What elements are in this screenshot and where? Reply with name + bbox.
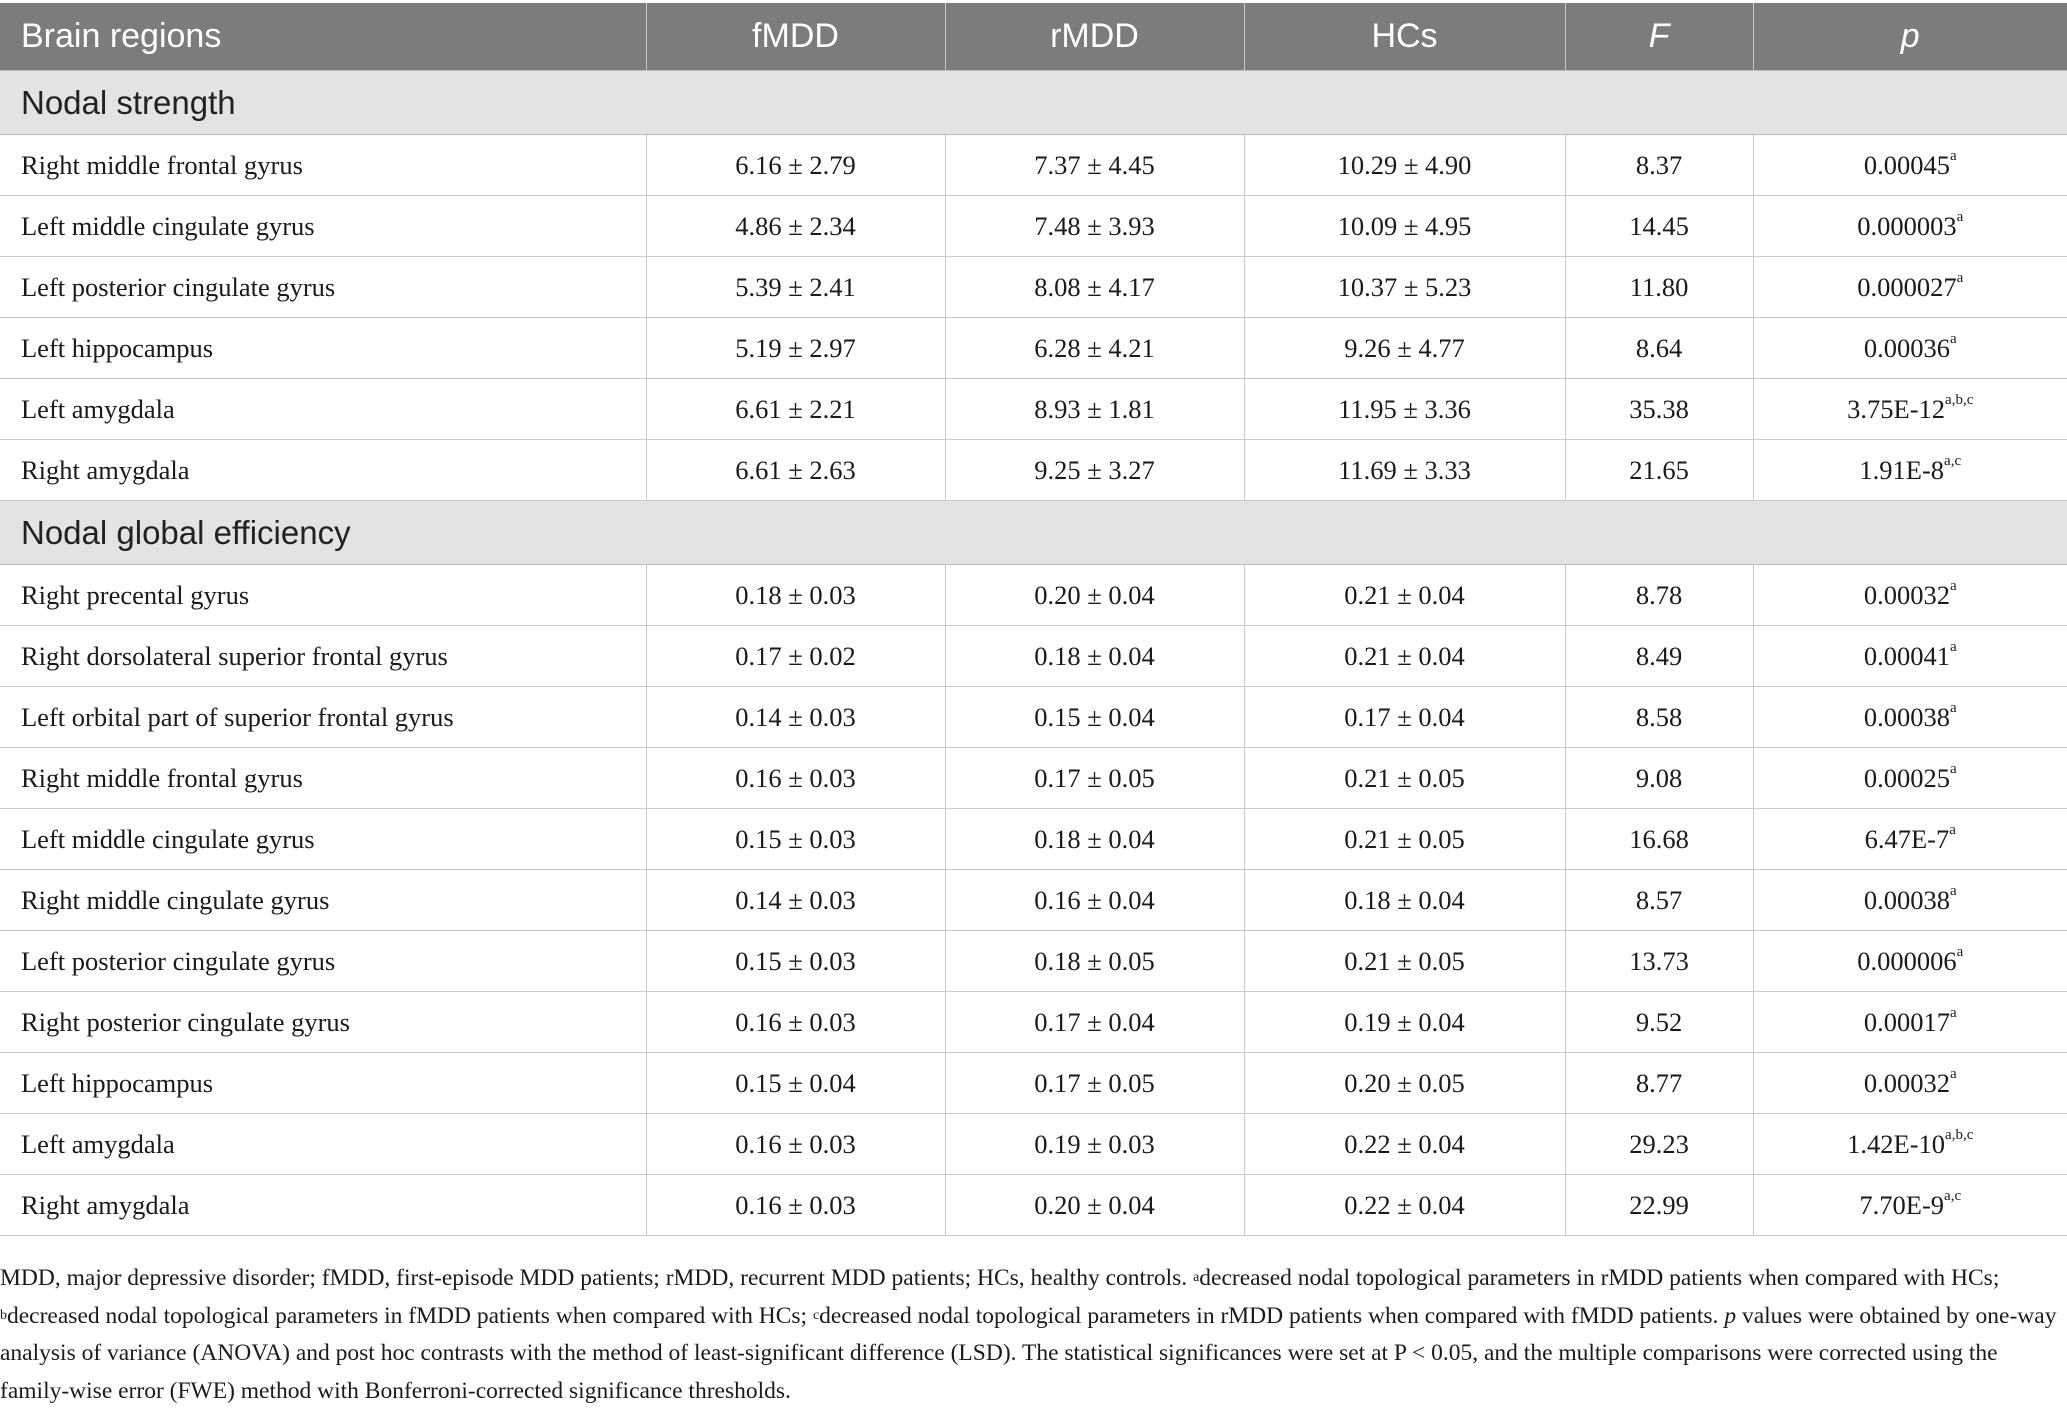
table-row	[0, 318, 2067, 379]
p-value-text: 0.00036	[1863, 332, 1950, 363]
cell-hcs: 10.29 ± 4.90	[1244, 135, 1565, 196]
table-row	[0, 931, 2067, 992]
cell-fmdd: 0.16 ± 0.03	[646, 1175, 945, 1236]
p-value-text: 0.000027	[1857, 271, 1957, 302]
p-value-text: 0.00045	[1863, 149, 1950, 180]
cell-rmdd: 0.20 ± 0.04	[945, 1175, 1244, 1236]
cell-fmdd: 0.15 ± 0.03	[646, 931, 945, 992]
cell-rmdd: 0.17 ± 0.05	[945, 1053, 1244, 1114]
cell-hcs: 0.17 ± 0.04	[1244, 687, 1565, 748]
table-row	[0, 748, 2067, 809]
cell-fmdd: 6.16 ± 2.79	[646, 135, 945, 196]
cell-hcs: 0.22 ± 0.04	[1244, 1114, 1565, 1175]
p-value-text: 0.00032	[1863, 579, 1950, 610]
table-row	[0, 379, 2067, 440]
cell-p-value	[1753, 870, 2067, 931]
cell-f-value: 11.80	[1565, 257, 1753, 318]
cell-fmdd: 6.61 ± 2.21	[646, 379, 945, 440]
cell-hcs: 0.21 ± 0.04	[1244, 565, 1565, 626]
cell-f-value: 8.49	[1565, 626, 1753, 687]
cell-rmdd: 0.17 ± 0.05	[945, 748, 1244, 809]
significance-marker: a	[1949, 577, 1957, 594]
cell-p-value	[1753, 1175, 2067, 1236]
cell-brain-region: Right amygdala	[0, 440, 646, 501]
cell-brain-region: Left amygdala	[0, 1114, 646, 1175]
cell-rmdd: 8.93 ± 1.81	[945, 379, 1244, 440]
table-row	[0, 257, 2067, 318]
cell-f-value: 8.57	[1565, 870, 1753, 931]
significance-marker: a	[1949, 760, 1957, 777]
cell-hcs: 10.09 ± 4.95	[1244, 196, 1565, 257]
cell-rmdd: 0.18 ± 0.05	[945, 931, 1244, 992]
significance-marker: a	[1949, 1004, 1957, 1021]
p-value-text: 0.00038	[1863, 701, 1950, 732]
cell-brain-region: Right middle frontal gyrus	[0, 748, 646, 809]
cell-rmdd: 0.17 ± 0.04	[945, 992, 1244, 1053]
cell-hcs: 0.22 ± 0.04	[1244, 1175, 1565, 1236]
p-value-text: 7.70E-9	[1859, 1189, 1945, 1220]
cell-brain-region: Right precental gyrus	[0, 565, 646, 626]
cell-fmdd: 0.14 ± 0.03	[646, 870, 945, 931]
cell-f-value: 8.58	[1565, 687, 1753, 748]
cell-brain-region: Right dorsolateral superior frontal gyrus	[0, 626, 646, 687]
p-value-text: 0.00032	[1863, 1067, 1950, 1098]
table-row	[0, 196, 2067, 257]
cell-f-value: 8.77	[1565, 1053, 1753, 1114]
p-value-text: 0.00025	[1863, 762, 1950, 793]
cell-p-value	[1753, 1114, 2067, 1175]
cell-brain-region: Left posterior cingulate gyrus	[0, 257, 646, 318]
cell-hcs: 0.21 ± 0.05	[1244, 748, 1565, 809]
header-hcs: HCs	[1244, 3, 1565, 71]
cell-rmdd: 6.28 ± 4.21	[945, 318, 1244, 379]
cell-rmdd: 0.18 ± 0.04	[945, 809, 1244, 870]
cell-fmdd: 0.16 ± 0.03	[646, 1114, 945, 1175]
results-table	[0, 3, 2067, 1236]
cell-rmdd: 7.48 ± 3.93	[945, 196, 1244, 257]
cell-hcs: 0.19 ± 0.04	[1244, 992, 1565, 1053]
significance-marker: a	[1949, 699, 1957, 716]
header-row	[0, 3, 2067, 71]
significance-marker: a	[1956, 943, 1964, 960]
table-row	[0, 687, 2067, 748]
p-value-text: 6.47E-7	[1864, 823, 1950, 854]
cell-hcs: 0.18 ± 0.04	[1244, 870, 1565, 931]
cell-fmdd: 0.16 ± 0.03	[646, 748, 945, 809]
cell-f-value: 13.73	[1565, 931, 1753, 992]
cell-brain-region: Left middle cingulate gyrus	[0, 809, 646, 870]
p-value-text: 1.42E-10	[1847, 1128, 1946, 1159]
header-brain-regions: Brain regions	[0, 3, 646, 71]
table-row	[0, 626, 2067, 687]
cell-fmdd: 6.61 ± 2.63	[646, 440, 945, 501]
cell-hcs: 10.37 ± 5.23	[1244, 257, 1565, 318]
table-row	[0, 992, 2067, 1053]
cell-f-value: 22.99	[1565, 1175, 1753, 1236]
cell-fmdd: 0.14 ± 0.03	[646, 687, 945, 748]
significance-marker: a,b,c	[1945, 391, 1974, 408]
cell-brain-region: Left hippocampus	[0, 318, 646, 379]
significance-marker: a,c	[1944, 452, 1962, 469]
table-row	[0, 135, 2067, 196]
table-row	[0, 870, 2067, 931]
significance-marker: a	[1949, 638, 1957, 655]
cell-f-value: 9.08	[1565, 748, 1753, 809]
table-row	[0, 1175, 2067, 1236]
p-value-text: 0.00038	[1863, 884, 1950, 915]
cell-rmdd: 7.37 ± 4.45	[945, 135, 1244, 196]
cell-f-value: 16.68	[1565, 809, 1753, 870]
cell-p-value	[1753, 318, 2067, 379]
cell-p-value	[1753, 687, 2067, 748]
table-row	[0, 1053, 2067, 1114]
cell-brain-region: Left middle cingulate gyrus	[0, 196, 646, 257]
header-fmdd: fMDD	[646, 3, 945, 71]
section-header-row	[0, 501, 2067, 565]
cell-hcs: 0.21 ± 0.05	[1244, 809, 1565, 870]
cell-hcs: 0.20 ± 0.05	[1244, 1053, 1565, 1114]
cell-f-value: 21.65	[1565, 440, 1753, 501]
p-value-text: 0.000003	[1857, 210, 1957, 241]
cell-fmdd: 0.18 ± 0.03	[646, 565, 945, 626]
cell-f-value: 14.45	[1565, 196, 1753, 257]
significance-marker: a	[1949, 821, 1956, 838]
cell-fmdd: 0.16 ± 0.03	[646, 992, 945, 1053]
cell-p-value	[1753, 931, 2067, 992]
cell-brain-region: Left posterior cingulate gyrus	[0, 931, 646, 992]
cell-rmdd: 0.15 ± 0.04	[945, 687, 1244, 748]
significance-marker: a	[1949, 1065, 1957, 1082]
cell-brain-region: Right middle cingulate gyrus	[0, 870, 646, 931]
header-rmdd: rMDD	[945, 3, 1244, 71]
table-row	[0, 809, 2067, 870]
section-header-row	[0, 71, 2067, 135]
p-value-text: 1.91E-8	[1859, 454, 1945, 485]
cell-fmdd: 0.15 ± 0.04	[646, 1053, 945, 1114]
cell-f-value: 9.52	[1565, 992, 1753, 1053]
cell-f-value: 8.64	[1565, 318, 1753, 379]
significance-marker: a,c	[1944, 1187, 1962, 1204]
significance-marker: a	[1949, 882, 1957, 899]
p-value-text: 0.000006	[1857, 945, 1957, 976]
cell-brain-region: Right amygdala	[0, 1175, 646, 1236]
cell-rmdd: 0.16 ± 0.04	[945, 870, 1244, 931]
cell-p-value	[1753, 565, 2067, 626]
significance-marker: a	[1956, 208, 1964, 225]
cell-p-value	[1753, 748, 2067, 809]
cell-p-value	[1753, 1053, 2067, 1114]
cell-brain-region: Right middle frontal gyrus	[0, 135, 646, 196]
header-p: p	[1753, 3, 2067, 71]
cell-fmdd: 5.39 ± 2.41	[646, 257, 945, 318]
cell-brain-region: Left hippocampus	[0, 1053, 646, 1114]
cell-fmdd: 0.15 ± 0.03	[646, 809, 945, 870]
cell-f-value: 8.37	[1565, 135, 1753, 196]
p-value-text: 0.00041	[1863, 640, 1950, 671]
cell-p-value	[1753, 809, 2067, 870]
cell-rmdd: 8.08 ± 4.17	[945, 257, 1244, 318]
cell-p-value	[1753, 196, 2067, 257]
cell-hcs: 0.21 ± 0.04	[1244, 626, 1565, 687]
cell-p-value	[1753, 257, 2067, 318]
cell-brain-region: Left orbital part of superior frontal gyrus	[0, 687, 646, 748]
cell-f-value: 8.78	[1565, 565, 1753, 626]
cell-f-value: 35.38	[1565, 379, 1753, 440]
cell-rmdd: 0.20 ± 0.04	[945, 565, 1244, 626]
table-row	[0, 565, 2067, 626]
cell-rmdd: 0.18 ± 0.04	[945, 626, 1244, 687]
cell-fmdd: 5.19 ± 2.97	[646, 318, 945, 379]
header-f: F	[1565, 3, 1753, 71]
table-row	[0, 1114, 2067, 1175]
cell-p-value	[1753, 626, 2067, 687]
cell-f-value: 29.23	[1565, 1114, 1753, 1175]
table-footnote: MDD, major depressive disorder; fMDD, first-episode MDD patients; rMDD, recurrent MDD patients; HCs, healthy controls. $^a$decreased nodal topological parameters in rMDD patients when compared with HCs; $^b$decreased nodal topological parameters in fMDD patients when compared with HCs; $^c$decreased nodal topological parameters in rMDD patients when compared with fMDD patients. p values were obtained by one-way analysis of variance (ANOVA) and post hoc contrasts with the method of least-significant difference (LSD). The statistical significances were set at P < 0.05, and the multiple comparisons were corrected using the family-wise error (FWE) method with Bonferroni-corrected significance thresholds.	[0, 1265, 2057, 1404]
cell-hcs: 0.21 ± 0.05	[1244, 931, 1565, 992]
cell-p-value	[1753, 440, 2067, 501]
significance-marker: a	[1956, 269, 1964, 286]
cell-hcs: 11.69 ± 3.33	[1244, 440, 1565, 501]
cell-brain-region: Left amygdala	[0, 379, 646, 440]
cell-fmdd: 4.86 ± 2.34	[646, 196, 945, 257]
significance-marker: a	[1949, 147, 1957, 164]
cell-fmdd: 0.17 ± 0.02	[646, 626, 945, 687]
table-row	[0, 440, 2067, 501]
cell-p-value	[1753, 379, 2067, 440]
section-title: Nodal strength	[0, 71, 2067, 135]
p-value-text: 0.00017	[1863, 1006, 1950, 1037]
cell-hcs: 9.26 ± 4.77	[1244, 318, 1565, 379]
significance-marker: a	[1949, 330, 1957, 347]
p-value-text: 3.75E-12	[1847, 393, 1946, 424]
section-title: Nodal global efficiency	[0, 501, 2067, 565]
cell-rmdd: 0.19 ± 0.03	[945, 1114, 1244, 1175]
cell-p-value	[1753, 135, 2067, 196]
significance-marker: a,b,c	[1945, 1126, 1974, 1143]
cell-p-value	[1753, 992, 2067, 1053]
cell-rmdd: 9.25 ± 3.27	[945, 440, 1244, 501]
cell-brain-region: Right posterior cingulate gyrus	[0, 992, 646, 1053]
cell-hcs: 11.95 ± 3.36	[1244, 379, 1565, 440]
